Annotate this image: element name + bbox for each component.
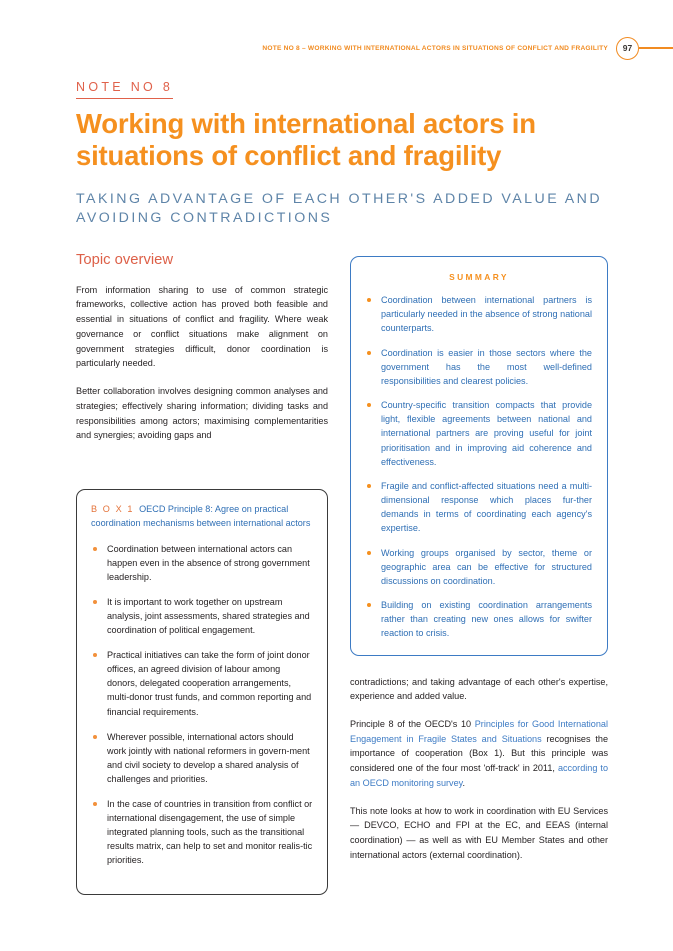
header-rule (639, 47, 673, 48)
list-item-text: Coordination between international partners is particularly needed in the absence of strong national counterparts. (381, 295, 592, 334)
page-subtitle: TAKING ADVANTAGE OF EACH OTHER'S ADDED VALUE AND AVOIDING CONTRADICTIONS (76, 190, 603, 227)
bullet-dot-icon (367, 351, 371, 355)
box-1-label: B O X 1 (91, 504, 135, 514)
list-item (366, 346, 592, 389)
list-item-text: Working groups organised by sector, theme or geographic area can be effective for structured discussions on coordination. (381, 547, 592, 586)
list-item (91, 595, 313, 637)
summary-bullet-list (366, 293, 592, 641)
box-1-bullet-list (91, 542, 313, 868)
topic-overview-paragraph-2: Better collaboration involves designing common analyses and strategies; effectively sharing information; dividing tasks and responsibilities among actors; maximising complementarities and synergies; avoiding gaps and (76, 386, 328, 441)
oecd-principles-link[interactable]: Principles for Good International Engagement in Fragile States and Situations (350, 719, 608, 744)
list-item-text: Coordination between international actors can happen even in the absence of strong government leadership. (107, 543, 310, 582)
list-item (91, 648, 313, 718)
bullet-dot-icon (93, 600, 97, 604)
summary-heading: SUMMARY (449, 272, 509, 282)
note-label-wrapper (76, 78, 621, 99)
list-item-text: Wherever possible, international actors should work jointly with national reformers in govern-ment and civil society to develop a shared analysis of challenges and priorities. (107, 731, 310, 784)
note-number-label: NOTE NO 8 (76, 80, 173, 99)
right-column-paragraph-1: contradictions; and taking advantage of each other's expertise, experience and added value. (350, 676, 608, 702)
paragraph-2-text-middle: recognises the importance of cooperation (Box 1). But this principle was considered one of the four most 'off-track' in 2011, (350, 733, 609, 774)
section-heading-topic-overview: Topic overview (76, 252, 174, 268)
list-item-text: Coordination is easier in those sectors where the government has the most well-defined responsibilities and clearest policies. (381, 347, 592, 386)
list-item-text: Fragile and conflict-affected situations need a multi-dimensional response which places fur-ther demands in terms of coordinating each agency's expertise. (381, 480, 592, 534)
bullet-dot-icon (93, 547, 97, 551)
list-item-text: Building on existing coordination arrangements rather than creating new ones allows for swifter reaction to crisis. (381, 600, 592, 639)
list-item (91, 542, 313, 584)
right-column (350, 256, 608, 863)
page-title: Working with international actors in situations of conflict and fragility (76, 107, 536, 171)
summary-callout (350, 256, 608, 656)
list-item (366, 598, 592, 641)
box-1-title-text: OECD Principle 8: Agree on practical coordination mechanisms between international actors (91, 504, 311, 528)
list-item-text: It is important to work together on upstream analysis, joint assessments, shared strategies and coordination of political engagement. (107, 596, 310, 636)
column-gap-spacer (350, 656, 608, 675)
list-item-text: In the case of countries in transition from conflict or international disengagement, the use of simple integrated planning tools, such as the transitional results matrix, can help to set and monitor realis-tic priorities. (107, 799, 313, 866)
list-item (366, 479, 592, 536)
running-header-title: NOTE NO 8 – WORKING WITH INTERNATIONAL ACTORS IN SITUATIONS OF CONFLICT AND FRAGILITY (262, 44, 608, 52)
bullet-dot-icon (93, 653, 97, 657)
page-number-badge: 97 (616, 37, 639, 60)
list-item (366, 293, 592, 336)
bullet-dot-icon (93, 802, 97, 806)
right-column-paragraph-2 (350, 717, 608, 791)
bullet-dot-icon (93, 735, 97, 739)
list-item (91, 730, 313, 786)
bullet-dot-icon (367, 603, 371, 607)
paragraph-2-text-end: . (462, 777, 466, 788)
bullet-dot-icon (367, 298, 371, 302)
list-item-text: Country-specific transition compacts that provide light, flexible agreements between national and international partners are proving useful for joint prioritisation and in improving aid coherence and effectiveness. (381, 400, 592, 467)
left-column (76, 252, 328, 443)
bullet-dot-icon (367, 403, 371, 407)
list-item-text: Practical initiatives can take the form of joint donor offices, an agreed division of labour among donors, delegated cooperation arrangements, multi-donor trust funds, and common reporting and financial requirements. (107, 650, 312, 717)
bullet-dot-icon (367, 551, 371, 555)
running-header (0, 36, 673, 60)
list-item (366, 546, 592, 589)
topic-overview-paragraph-1: From information sharing to use of common strategic frameworks, collective action has proved both feasible and essential in situations of conflict and fragility. Where weak governance or conflict situations make alignment on government strategies difficult, donor coordination is particularly needed. (76, 284, 328, 369)
box-1-title (91, 503, 313, 531)
bullet-dot-icon (367, 484, 371, 488)
oecd-monitoring-survey-link[interactable]: according to an OECD monitoring survey (350, 763, 609, 788)
list-item (366, 398, 592, 469)
list-item (91, 797, 313, 867)
title-block (76, 78, 621, 229)
paragraph-2-text-start: Principle 8 of the OECD's 10 (350, 719, 475, 730)
box-1-callout (76, 489, 328, 895)
right-column-paragraph-3: This note looks at how to work in coordination with EU Services — DEVCO, ECHO and FPI at the EC, and EEAS (internal coordination) — as well as with EU Member States and other international actors (external coordination). (350, 805, 608, 860)
